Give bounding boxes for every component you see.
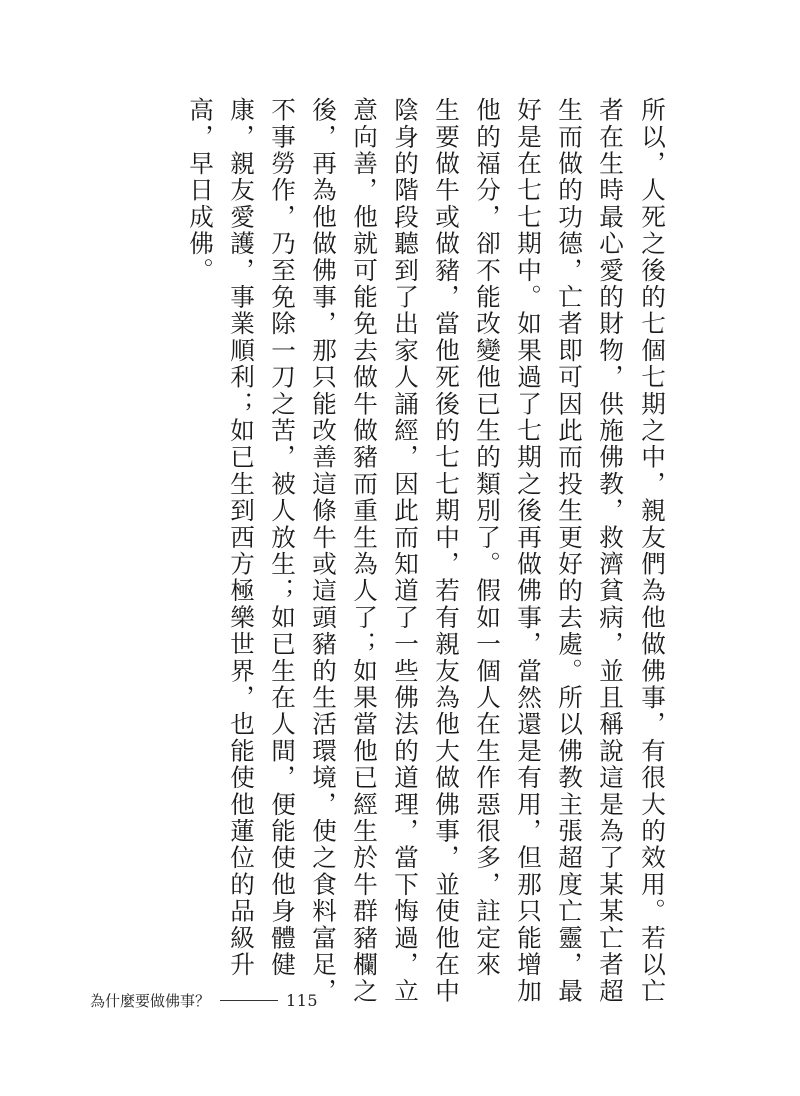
page-number: 115 [286, 990, 319, 1010]
text-column-5: 他的福分，卻不能改變他已生的類別了。假如一個人在生作惡很多，註定來 [473, 97, 502, 979]
footer-divider [220, 1000, 278, 1001]
text-column-11: 康，親友愛護，事業順利；如已生到西方極樂世界，也能使他蓮位的品級升 [227, 97, 256, 979]
text-column-10: 不事勞作，乃至免除一刀之苦，被人放生；如已生在人間，便能使他身體健 [268, 97, 297, 979]
text-column-2: 者在生時最心愛的財物，供施佛教，救濟貧病，並且稱說這是為了某某亡者超 [596, 97, 625, 1005]
text-column-12: 高，早日成佛。 [186, 97, 215, 284]
text-column-4: 好是在七七期中。如果過了七期之後再做佛事，當然還是有用，但那只能增加 [514, 97, 543, 1005]
text-column-9: 後，再為他做佛事，那只能改善這條牛或這頭豬的生活環境，使之食料富足， [309, 97, 338, 1005]
text-column-6: 生要做牛或做豬，當他死後的七七期中，若有親友為他大做佛事，並使他在中 [432, 97, 461, 1005]
text-column-1: 所以，人死之後的七個七期之中，親友們為他做佛事，有很大的效用。若以亡 [638, 97, 667, 1005]
text-column-7: 陰身的階段聽到了出家人誦經，因此而知道了一些佛法的道理，當下悔過，立 [391, 97, 420, 1005]
running-title: 為什麼要做佛事？ [90, 991, 211, 1010]
page-footer [90, 987, 318, 1013]
text-column-3: 生而做的功德，亡者即可因此而投生更好的去處。所以佛教主張超度亡靈，最 [555, 97, 584, 1005]
text-column-8: 意向善，他就可能免去做牛做豬而重生為人了；如果當他已經生於牛群豬欄之 [350, 97, 379, 1005]
